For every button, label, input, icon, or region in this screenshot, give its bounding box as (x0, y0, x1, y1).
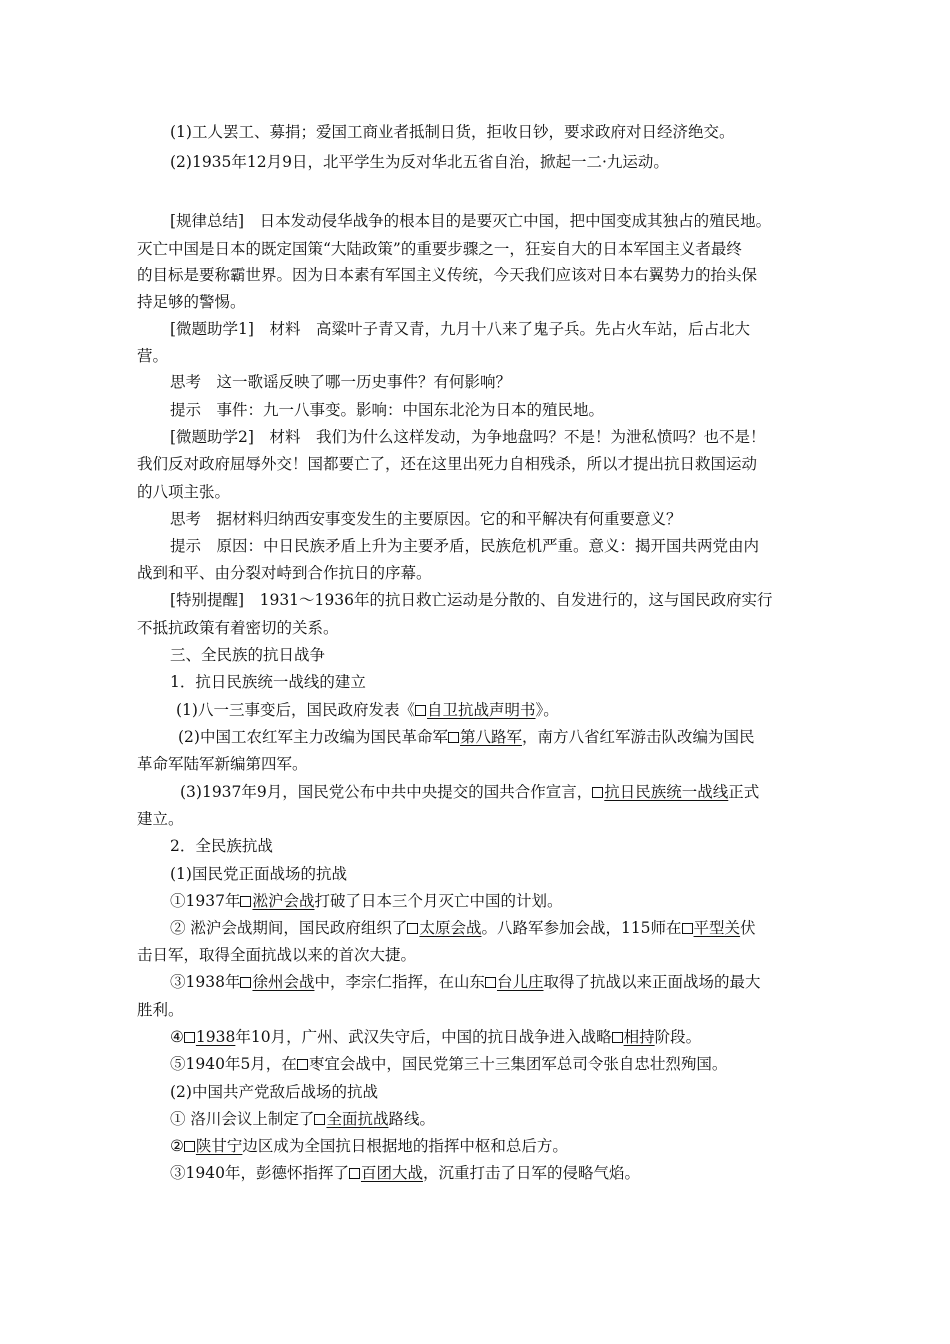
paragraph-line: 营。 (137, 347, 169, 365)
paragraph-line: 建立。 (137, 810, 184, 828)
paragraph-line: 胜利。 (137, 1001, 184, 1019)
paragraph-line: ③1938年 徐州会战中，李宗仁指挥，在山东 台儿庄取得了抗战以来正面战场的最大 (170, 973, 761, 991)
paragraph-line: 革命军陆军新编第四军。 (137, 755, 308, 773)
answer-blank: 陕甘宁 (184, 1137, 243, 1155)
answer-blank: 自卫抗战声明书 (415, 701, 536, 719)
paragraph-line: ①1937年 淞沪会战打破了日本三个月灭亡中国的计划。 (170, 892, 563, 910)
paragraph-line: (3)1937年9月，国民党公布中共中央提交的国共合作宣言， 抗日民族统一战线正式 (180, 783, 760, 801)
paragraph-line: 的八项主张。 (137, 483, 231, 501)
answer-blank: 淞沪会战 (240, 892, 314, 910)
answer-blank: 平型关 (682, 919, 741, 937)
subsection-heading: 1．抗日民族统一战线的建立 (170, 673, 366, 691)
checkbox-icon (485, 977, 496, 988)
paragraph-line: [微题助学2] 材料 我们为什么这样发动，为争地盘吗？不是！为泄私愤吗？也不是！ (170, 428, 766, 446)
paragraph-line: 击日军，取得全面抗战以来的首次大捷。 (137, 946, 417, 964)
answer-blank: 徐州会战 (240, 973, 314, 991)
paragraph-line: 持足够的警惕。 (137, 293, 246, 311)
paragraph-line: 提示 原因：中日民族矛盾上升为主要矛盾，民族危机严重。意义：揭开国共两党由内 (170, 537, 760, 555)
checkbox-icon (592, 787, 603, 798)
answer-blank: 相持 (612, 1028, 655, 1046)
paragraph-line: (1)国民党正面战场的抗战 (170, 865, 347, 883)
paragraph-line: ⑤1940年5月，在 枣宜会战中，国民党第三十三集团军总司令张自忠壮烈殉国。 (170, 1055, 728, 1073)
checkbox-icon (415, 705, 426, 716)
paragraph-line: (1)工人罢工、募捐；爱国工商业者抵制日货，拒收日钞，要求政府对日经济绝交。 (170, 123, 735, 141)
paragraph-line: (2)1935年12月9日，北平学生为反对华北五省自治，掀起一二·九运动。 (170, 153, 669, 171)
checkbox-icon (184, 1032, 195, 1043)
paragraph-line: (2)中国共产党敌后战场的抗战 (170, 1083, 378, 1101)
checkbox-icon (612, 1032, 623, 1043)
paragraph-line: [规律总结] 日本发动侵华战争的根本目的是要灭亡中国，把中国变成其独占的殖民地。 (170, 212, 772, 230)
answer-blank: 全面抗战 (314, 1110, 388, 1128)
checkbox-icon (407, 923, 418, 934)
checkbox-icon (184, 1141, 195, 1152)
paragraph-line: 思考 据材料归纳西安事变发生的主要原因。它的和平解决有何重要意义？ (170, 510, 682, 528)
paragraph-line: 的目标是要称霸世界。因为日本素有军国主义传统，今天我们应该对日本右翼势力的抬头保 (137, 266, 758, 284)
paragraph-line: [特别提醒] 1931～1936年的抗日救亡运动是分散的、自发进行的，这与国民政府实行 (170, 591, 773, 609)
paragraph-line: ③1940年，彭德怀指挥了 百团大战，沉重打击了日军的侵略气焰。 (170, 1164, 640, 1182)
answer-blank: 抗日民族统一战线 (592, 783, 728, 801)
paragraph-line: 不抵抗政策有着密切的关系。 (137, 619, 339, 637)
answer-blank: 1938 (184, 1028, 235, 1046)
paragraph-line: 我们反对政府屈辱外交！国都要亡了，还在这里出死力自相残杀，所以才提出抗日救国运动 (137, 455, 758, 473)
paragraph-line: 灭亡中国是日本的既定国策“大陆政策”的重要步骤之一，狂妄自大的日本军国主义者最终 (137, 240, 742, 258)
checkbox-icon (349, 1168, 360, 1179)
paragraph-line: ④ 1938年10月，广州、武汉失守后，中国的抗日战争进入战略 相持阶段。 (170, 1028, 702, 1046)
section-heading: 三、全民族的抗日战争 (170, 646, 326, 664)
paragraph-line: ① 洛川会议上制定了 全面抗战路线。 (170, 1110, 435, 1128)
checkbox-icon (240, 977, 251, 988)
checkbox-icon (297, 1059, 308, 1070)
answer-blank: 太原会战 (407, 919, 481, 937)
answer-blank: 第八路军 (448, 728, 522, 746)
checkbox-icon (240, 896, 251, 907)
checkbox-icon (448, 732, 459, 743)
paragraph-line: [微题助学1] 材料 高粱叶子青又青，九月十八来了鬼子兵。先占火车站，后占北大 (170, 320, 750, 338)
paragraph-line: 思考 这一歌谣反映了哪一历史事件？有何影响？ (170, 373, 512, 391)
subsection-heading: 2．全民族抗战 (170, 837, 273, 855)
checkbox-icon (314, 1114, 325, 1125)
paragraph-line: (1)八一三事变后，国民政府发表《 自卫抗战声明书》。 (176, 701, 559, 719)
paragraph-line: 提示 事件：九一八事变。影响：中国东北沦为日本的殖民地。 (170, 401, 605, 419)
answer-blank: 百团大战 (349, 1164, 423, 1182)
paragraph-line: ② 淞沪会战期间，国民政府组织了 太原会战。八路军参加会战，115师在 平型关伏 (170, 919, 756, 937)
paragraph-line: (2)中国工农红军主力改编为国民革命军 第八路军，南方八省红军游击队改编为国民 (178, 728, 755, 746)
answer-blank: 台儿庄 (485, 973, 544, 991)
checkbox-icon (682, 923, 693, 934)
paragraph-line: 战到和平、由分裂对峙到合作抗日的序幕。 (137, 564, 432, 582)
paragraph-line: ② 陕甘宁边区成为全国抗日根据地的指挥中枢和总后方。 (170, 1137, 568, 1155)
